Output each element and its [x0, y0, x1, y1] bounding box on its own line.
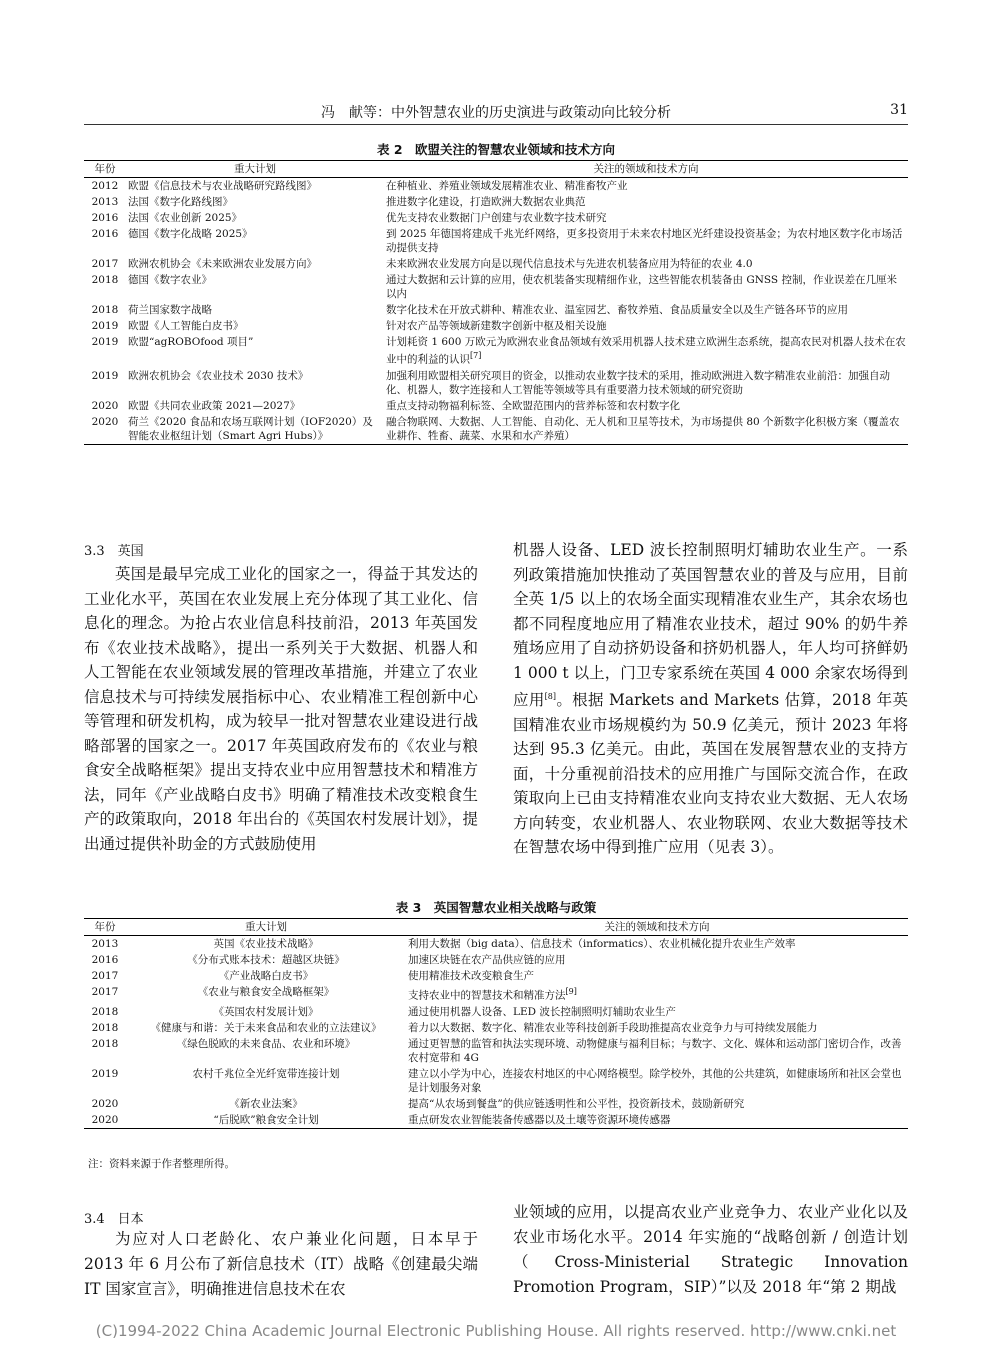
row-focus-text: 针对农产品等领域新建数字创新中枢及相关设施 — [386, 320, 607, 332]
row-year: 2018 — [91, 304, 119, 316]
row-plan: 《分布式账本技术：超越区块链》 — [187, 954, 345, 966]
row-year: 2020 — [91, 399, 119, 412]
row-focus-text: 融合物联网、大数据、人工智能、自动化、无人机和卫星等技术，为市场提供 80 个新数字化积极方案（覆盖农业耕作、牲畜、蔬菜、水果和水产养殖） — [386, 415, 900, 442]
row-plan: 《绿色脱欧的未来食品、农业和环境》 — [176, 1037, 356, 1050]
table-row — [84, 984, 908, 1004]
row-year: 2018 — [91, 1005, 119, 1018]
row-plan: “后脱欧”粮食安全计划 — [126, 1112, 406, 1129]
row-focus-text: 提高“从农场到餐盘”的供应链透明性和公平性，投资新技术，鼓励新研究 — [408, 1097, 745, 1110]
running-title: 冯 献等：中外智慧农业的历史演进与政策动向比较分析 — [321, 105, 671, 121]
row-focus — [406, 936, 908, 953]
table3-header-focus: 关注的领域和技术方向 — [406, 919, 908, 936]
row-focus-text: 优先支持农业数据门户创建与农业数字技术研究 — [386, 212, 607, 224]
row-year: 2013 — [91, 938, 119, 950]
row-plan: 荷兰《2020 食品和农场互联网计划（IOF2020）及智能农业枢纽计划（Smart Agri Hubs）》 — [126, 414, 384, 445]
japan-right-column — [513, 1200, 908, 1300]
table-row — [84, 368, 908, 398]
row-year: 2016 — [91, 954, 119, 966]
uk-text-a: 机器人设备、LED 波长控制照明灯辅助农业生产。一系列政策措施加快推动了英国智慧农业的普及与应用，目前全英 1/5 以上的农场全面实现精准农业生产，其余农场也都不同程度地应用了精准农业技术，超过 90% 的奶牛养殖场应用了自动挤奶设备和挤奶机器人，年人均可挤鲜奶 1 000 t 以上，门卫专家系统在英国 4 000 余家农场得到应用 — [513, 541, 908, 710]
section-heading-japan: 3.4 日本 — [84, 1212, 144, 1227]
row-focus-text: 加强利用欧盟相关研究项目的资金，以推动农业数字技术的采用，推动欧洲进入数字精准农业前沿：加强自动化、机器人，数字连接和人工智能等领域等具有重要潜力技术领域的研究资助 — [386, 369, 890, 396]
row-year: 2018 — [91, 1037, 119, 1050]
row-plan: 欧洲农机协会《农业技术 2030 技术》 — [128, 369, 309, 382]
table3-header-year: 年份 — [84, 919, 126, 936]
table-row — [84, 936, 908, 953]
row-year: 2012 — [91, 180, 119, 192]
table3-caption: 表 3 英国智慧农业相关战略与政策 — [395, 900, 597, 915]
row-focus — [384, 178, 908, 195]
row-year: 2019 — [91, 1067, 119, 1080]
row-year: 2018 — [91, 274, 119, 286]
row-focus — [384, 210, 908, 226]
row-focus-text: 通过使用机器人设备、LED 波长控制照明灯辅助农业生产 — [408, 1005, 676, 1018]
uk-paragraph-continued — [513, 538, 908, 860]
row-plan: 欧盟《人工智能白皮书》 — [128, 320, 244, 332]
header-rule — [84, 124, 908, 125]
table-row — [84, 1066, 908, 1096]
row-focus — [384, 302, 908, 318]
row-plan: 德国《数字农业》 — [128, 274, 212, 286]
table-row — [84, 210, 908, 226]
row-focus — [406, 1096, 908, 1112]
row-focus-text: 在种植业、养殖业领域发展精准农业、精准畜牧产业 — [386, 180, 628, 192]
row-plan: 《产业战略白皮书》 — [218, 970, 314, 982]
row-plan: 《英国农村发展计划》 — [213, 1005, 319, 1018]
row-year: 2020 — [91, 1097, 119, 1110]
table2-caption: 表 2 欧盟关注的智慧农业领域和技术方向 — [376, 142, 616, 157]
copyright-footer: (C)1994-2022 China Academic Journal Electronic Publishing House. All rights reserved. http://www.cnki.net — [95, 1322, 897, 1340]
row-focus — [406, 1066, 908, 1096]
row-focus-text: 使用精准技术改变粮食生产 — [408, 970, 534, 982]
row-plan: 《健康与和谐：关于未来食品和农业的立法建议》 — [150, 1021, 382, 1034]
row-focus — [406, 1112, 908, 1129]
row-focus — [406, 1004, 908, 1020]
uk-right-column — [513, 538, 908, 860]
row-year: 2020 — [84, 414, 126, 445]
row-focus — [384, 334, 908, 368]
row-focus — [384, 414, 908, 445]
citation-8: [8] — [544, 692, 556, 701]
table-row — [84, 1036, 908, 1066]
table2-header-focus: 关注的领域和技术方向 — [384, 161, 908, 178]
running-header — [84, 100, 908, 122]
table-row — [84, 1096, 908, 1112]
row-plan: 法国《数字化路线图》 — [128, 196, 233, 208]
row-focus — [406, 952, 908, 968]
row-year: 2019 — [91, 369, 119, 382]
row-focus — [384, 226, 908, 256]
row-focus-text: 通过更智慧的监管和执法实现环境、动物健康与福利目标；与数字、文化、媒体和运动部门密切合作，改善农村宽带和 4G — [408, 1037, 902, 1064]
row-year: 2016 — [91, 212, 119, 224]
row-focus-text: 到 2025 年德国将建成千兆光纤网络，更多投资用于未来农村地区光纤建设投资基金；为农村地区数字化市场活动提供支持 — [386, 228, 903, 254]
japan-paragraph-continued: 业领域的应用，以提高农业产业竞争力、农业产业化以及农业市场化水平。2014 年实施的“战略创新 / 创造计划（Cross-Ministerial Strategic Innovation Promotion Program，SIP）”以及 2018 年“第 2 期战 — [513, 1203, 908, 1296]
citation-ref: [7] — [470, 351, 482, 360]
japan-left-column — [84, 1227, 478, 1302]
row-focus — [384, 398, 908, 414]
uk-text-b: 。根据 Markets and Markets 估算，2018 年英国精准农业市场规模约为 50.9 亿美元，预计 2023 年将达到 95.3 亿美元。由此，英国在发展智慧农业的支持方面，十分重视前沿技术的应用推广与国际交流合作，在政策取向上已由支持精准农业向支持农业大数据、无人农场方向转变，农业机器人、农业物联网、农业大数据等技术在智慧农场中得到推广应用（见表 3）。 — [513, 691, 908, 857]
table-row — [84, 194, 908, 210]
row-focus — [406, 1020, 908, 1036]
row-focus-text: 推进数字化建设，打造欧洲大数据农业典范 — [386, 196, 586, 208]
row-year: 2013 — [91, 196, 119, 208]
row-focus — [384, 368, 908, 398]
row-plan: 《农业与粮食安全战略框架》 — [197, 986, 335, 998]
table-row — [84, 968, 908, 984]
citation-ref: [9] — [565, 987, 577, 996]
row-plan: 欧洲农机协会《未来欧洲农业发展方向》 — [128, 258, 317, 270]
table-row — [84, 334, 908, 368]
table-row — [84, 318, 908, 334]
row-focus-text: 着力以大数据、数字化、精准农业等科技创新手段助推提高农业竞争力与可持续发展能力 — [408, 1021, 818, 1034]
uk-paragraph: 英国是最早完成工业化的国家之一，得益于其发达的工业化水平，英国在农业发展上充分体现了其工业化、信息化的理念。为抢占农业信息科技前沿，2013 年英国发布《农业技术战略》，提出一系列关于大数据、机器人和人工智能在农业领域发展的管理改革措施，并建立了农业信息技术与可持续发展指标中心、农业精准工程创新中心等管理和研发机构，成为较早一批对智慧农业建设进行战略部署的国家之一。2017 年英国政府发布的《农业与粮食安全战略框架》提出支持农业中应用智慧技术和精准方法，同年《产业战略白皮书》明确了精准技术改变粮食生产的政策取向，2018 年出台的《英国农村发展计划》，提出通过提供补助金的方式鼓励使用 — [84, 565, 478, 853]
row-year: 2017 — [91, 258, 119, 270]
row-focus-text: 计划耗资 1 600 万欧元为欧洲农业食品领域有效采用机器人技术建立欧洲生态系统，提高农民对机器人技术在农业中的利益的认识 — [386, 336, 906, 366]
section-heading-uk: 3.3 英国 — [84, 544, 144, 559]
row-plan: 法国《农业创新 2025》 — [128, 212, 243, 224]
row-plan: 英国《农业技术战略》 — [213, 938, 319, 950]
row-plan: 欧盟《共同农业政策 2021—2027》 — [128, 399, 301, 412]
table-row — [84, 1020, 908, 1036]
row-focus-text: 利用大数据（big data）、信息技术（informatics）、农业机械化提升农业生产效率 — [408, 938, 796, 950]
row-plan: 农村千兆位全光纤宽带连接计划 — [192, 1067, 340, 1080]
row-focus-text: 数字化技术在开放式耕种、精准农业、温室园艺、畜牧养殖、食品质量安全以及生产链各环节的应用 — [386, 304, 848, 316]
row-year: 2016 — [91, 228, 119, 240]
row-focus-text: 通过大数据和云计算的应用，使农机装备实现精细作业，这些智能农机装备由 GNSS 控制，作业误差在几厘米以内 — [386, 274, 897, 300]
row-focus — [384, 318, 908, 334]
table-row — [84, 414, 908, 445]
row-focus — [384, 272, 908, 302]
table3 — [84, 918, 908, 1129]
table2-header-year: 年份 — [84, 161, 126, 178]
row-year: 2020 — [84, 1112, 126, 1129]
row-year: 2019 — [91, 336, 119, 348]
table-row — [84, 1112, 908, 1129]
row-year: 2018 — [91, 1021, 119, 1034]
row-focus — [406, 968, 908, 984]
uk-left-column — [84, 562, 478, 856]
row-focus — [384, 256, 908, 272]
row-focus — [406, 1036, 908, 1066]
row-focus-text: 支持农业中的智慧技术和精准方法 — [408, 989, 566, 1002]
page-number: 31 — [890, 102, 908, 118]
row-plan: 欧盟《信息技术与农业战略研究路线图》 — [128, 180, 317, 192]
table-row — [84, 226, 908, 256]
row-focus-text: 加速区块链在农产品供应链的应用 — [408, 954, 566, 966]
row-year: 2019 — [91, 320, 119, 332]
japan-paragraph: 为应对人口老龄化、农户兼业化问题，日本早于 2013 年 6 月公布了新信息技术（IT）战略《创建最尖端 IT 国家宣言》，明确推进信息技术在农 — [84, 1230, 478, 1298]
row-plan: 《新农业法案》 — [229, 1097, 303, 1110]
row-focus — [406, 984, 908, 1004]
row-plan: 荷兰国家数字战略 — [128, 304, 212, 316]
row-focus-text: 重点支持动物福利标签、全欧盟范围内的营养标签和农村数字化 — [386, 399, 680, 412]
table2 — [84, 160, 908, 445]
row-focus-text: 未来欧洲农业发展方向是以现代信息技术与先进农机装备应用为特征的农业 4.0 — [386, 258, 753, 270]
row-focus-text: 重点研发农业智能装备传感器以及土壤等资源环境传感器 — [408, 1113, 671, 1126]
table-row — [84, 178, 908, 195]
table-row — [84, 952, 908, 968]
table-row — [84, 272, 908, 302]
table3-note: 注：资料来源于作者整理所得。 — [88, 1158, 235, 1170]
row-year: 2017 — [91, 970, 119, 982]
table3-header-plan: 重大计划 — [126, 919, 406, 936]
table-row — [84, 256, 908, 272]
table-row — [84, 1004, 908, 1020]
row-focus-text: 建立以小学为中心，连接农村地区的中心网络模型。除学校外，其他的公共建筑，如健康场所和社区会堂也是计划服务对象 — [408, 1067, 902, 1094]
table2-header-plan: 重大计划 — [126, 161, 384, 178]
table-row — [84, 398, 908, 414]
row-plan: 德国《数字化战略 2025》 — [128, 228, 253, 240]
row-focus — [384, 194, 908, 210]
table-row — [84, 302, 908, 318]
row-plan: 欧盟“agROBOfood 项目” — [128, 336, 254, 348]
row-year: 2017 — [91, 986, 119, 998]
